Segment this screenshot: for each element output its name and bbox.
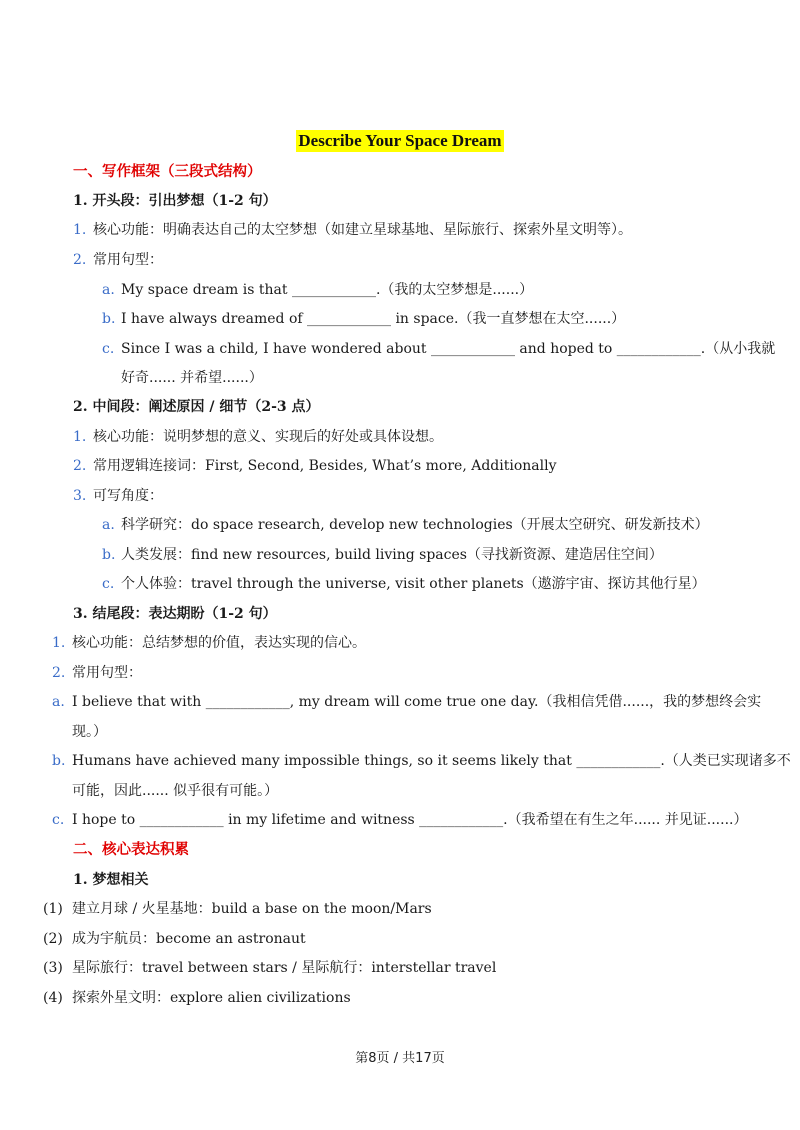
list-marker: 1. <box>73 222 87 238</box>
list-text: 核心功能：总结梦想的价值，表达实现的信心。 <box>72 635 366 651</box>
list-marker: (2) <box>43 931 63 947</box>
list-text: 建立月球 / 火星基地：build a base on the moon/Mars <box>72 901 432 917</box>
list-marker: (4) <box>43 990 63 1006</box>
list-marker: a. <box>52 694 65 710</box>
list-text: 可写角度： <box>93 488 163 504</box>
list-text: Since I was a child, I have wondered about ____________ and hoped to ____________.（从小我就 <box>121 341 776 357</box>
list-marker: b. <box>102 311 116 327</box>
section-heading-expressions: 二、核心表达积累 <box>73 841 189 858</box>
list-text: 核心功能：明确表达自己的太空梦想（如建立星球基地、星际旅行、探索外星文明等）。 <box>93 222 632 238</box>
list-marker: (3) <box>43 960 63 976</box>
list-text-continuation: 可能，因此...... 似乎很有可能。） <box>72 783 279 799</box>
list-item <box>52 810 747 830</box>
list-text: I have always dreamed of ____________ in space.（我一直梦想在太空......） <box>121 311 626 327</box>
list-item <box>52 751 791 771</box>
list-text: 常用句型： <box>72 665 142 681</box>
subheading-opening: 1. 开头段：引出梦想（1-2 句） <box>73 193 277 209</box>
list-item <box>52 692 761 712</box>
list-text-continuation: 好奇...... 并希望......） <box>121 370 263 386</box>
list-marker: c. <box>102 341 115 357</box>
list-marker: b. <box>102 547 116 563</box>
list-item <box>73 486 163 506</box>
list-item <box>43 929 306 949</box>
list-text: I hope to ____________ in my lifetime and witness ____________.（我希望在有生之年...... 并见证......） <box>72 812 748 828</box>
list-item <box>52 663 142 683</box>
page-number: 第8页 / 共17页 <box>355 1051 445 1066</box>
list-text: 星际旅行：travel between stars / 星际航行：interstellar travel <box>72 960 497 976</box>
list-text: 常用句型： <box>93 252 163 268</box>
list-text: 成为宇航员：become an astronaut <box>72 931 306 947</box>
list-text: My space dream is that ____________.（我的太空梦想是......） <box>121 282 534 298</box>
list-text: I believe that with ____________, my dream will come true one day.（我相信凭借......，我的梦想终会实 <box>72 694 762 710</box>
list-marker: a. <box>102 282 115 298</box>
subheading-body: 2. 中间段：阐述原因 / 细节（2-3 点） <box>73 399 320 415</box>
list-item <box>43 899 432 919</box>
section-heading-framework: 一、写作框架（三段式结构） <box>73 163 262 180</box>
list-text: 个人体验：travel through the universe, visit other planets（遨游宇宙、探访其他行星） <box>121 576 706 592</box>
list-text: 人类发展：find new resources, build living spaces（寻找新资源、建造居住空间） <box>121 547 663 563</box>
list-item <box>43 988 351 1008</box>
list-item <box>73 456 557 476</box>
list-marker: 2. <box>73 252 87 268</box>
list-item <box>73 220 632 240</box>
list-marker: 2. <box>52 665 66 681</box>
list-marker: 1. <box>73 429 87 445</box>
document-title: Describe Your Space Dream <box>298 131 502 150</box>
list-text: 核心功能：说明梦想的意义、实现后的好处或具体设想。 <box>93 429 443 445</box>
list-item <box>73 427 443 447</box>
list-item <box>102 574 706 594</box>
list-item <box>102 339 775 359</box>
list-marker: (1) <box>43 901 63 917</box>
list-marker: c. <box>102 576 115 592</box>
list-item <box>102 545 663 565</box>
list-marker: 3. <box>73 488 87 504</box>
list-text-continuation: 现。） <box>72 724 107 740</box>
list-marker: b. <box>52 753 66 769</box>
list-item <box>52 633 366 653</box>
list-item <box>102 309 625 329</box>
list-marker: a. <box>102 517 115 533</box>
list-marker: 2. <box>73 458 87 474</box>
list-marker: 1. <box>52 635 66 651</box>
subheading-closing: 3. 结尾段：表达期盼（1-2 句） <box>73 606 277 622</box>
list-marker: c. <box>52 812 65 828</box>
list-item <box>102 280 533 300</box>
list-text: Humans have achieved many impossible things, so it seems likely that ____________.（人类已实现诸多不 <box>72 753 791 769</box>
list-text: 科学研究：do space research, develop new technologies（开展太空研究、研发新技术） <box>121 517 709 533</box>
list-item <box>102 515 709 535</box>
list-item <box>43 958 496 978</box>
subheading-dream-related: 1. 梦想相关 <box>73 872 149 888</box>
list-text: 探索外星文明：explore alien civilizations <box>72 990 351 1006</box>
list-item <box>73 250 163 270</box>
list-text: 常用逻辑连接词：First, Second, Besides, What’s more, Additionally <box>93 458 557 474</box>
